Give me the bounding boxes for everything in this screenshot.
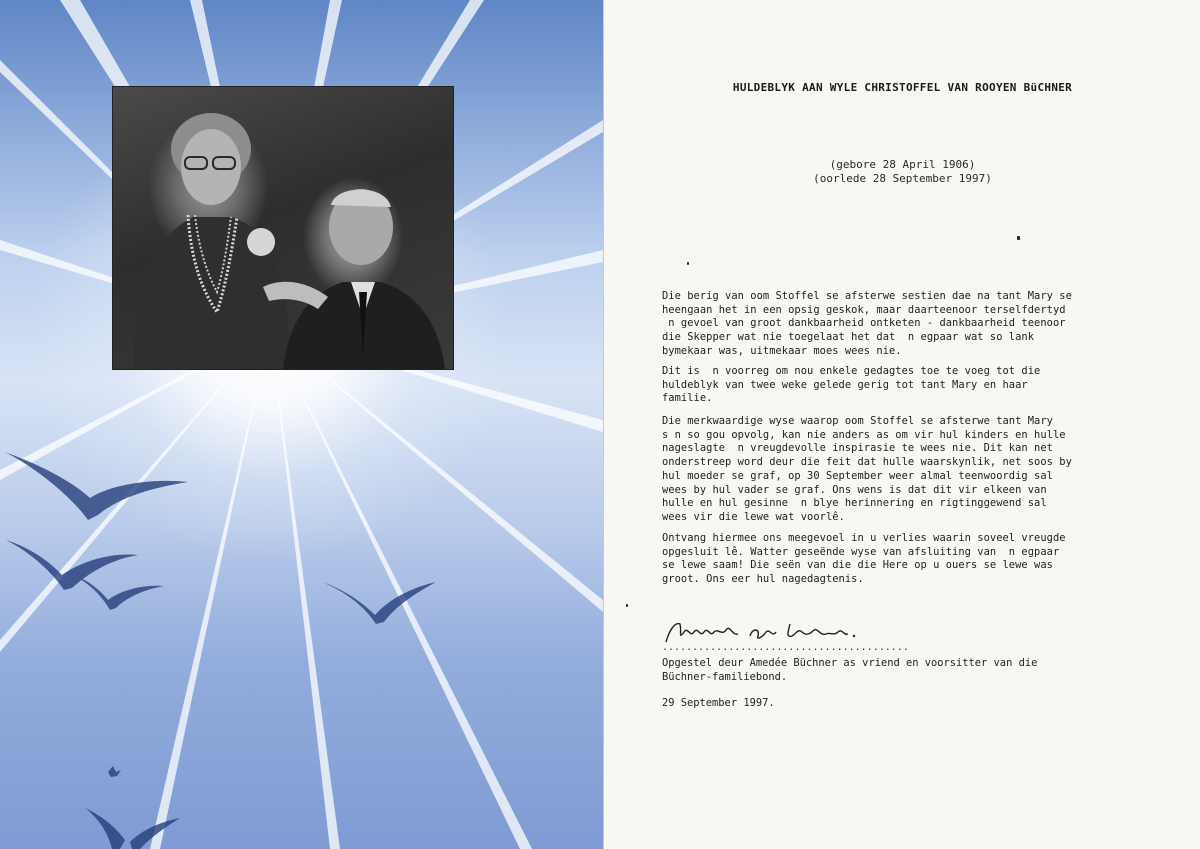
signature-line: ......................................... (662, 642, 909, 653)
couple-photo-image (113, 87, 453, 369)
birth-date: (gebore 28 April 1906) (829, 158, 976, 171)
death-date: (oorlede 28 September 1997) (813, 172, 992, 185)
seagull-4 (322, 582, 436, 624)
paragraph-4: Ontvang hiermee ons meegevoel in u verlies waarin soveel vreugde opgesluit lê. Watter geseënde wyse van afsluiting van n egpaar se lewe saam! Die seën van die die Here op u ouers se lewe was groot. Ons eer hul nagedagtenis. (662, 532, 1066, 586)
ink-speck (1017, 236, 1020, 240)
seagull-3 (72, 574, 164, 610)
life-dates (604, 158, 1200, 186)
seagull-6 (108, 766, 121, 777)
tribute-letter (603, 0, 1200, 849)
paragraph-1: Die berig van oom Stoffel se afsterwe sestien dae na tant Mary se heengaan het in een opsig geskok, maar daarteenoor terselfdertyd n gevoel van groot dankbaarheid ontketen - dankbaarheid teenoor die Skepper wat nie toegelaat het dat n egpaar wat so lank bymekaar was, uitmekaar moes wees nie. (662, 290, 1072, 357)
letter-date: 29 September 1997. (662, 697, 775, 709)
paragraph-3: Die merkwaardige wyse waarop oom Stoffel se afsterwe tant Mary s n so gou opvolg, kan nie anders as om vir hul kinders en hulle nageslagte n vreugdevolle inspirasie te wees nie. Dit kan net onderstreep word deur die feit dat hulle waarskynlik, net soos by hul moeder se graf, op 30 September weer almal teenwoordig sal wees by hul vader se graf. Ons wens is dat dit vir elkeen van hulle en hul gesinne n blye herinnering en rigtinggewend sal wees vir die lewe wat voorlê. (662, 415, 1072, 523)
paragraph-2: Dit is n voorreg om nou enkele gedagtes toe te voeg tot die huldeblyk van twee weke gelede gerig tot tant Mary en haar familie. (662, 365, 1041, 405)
ink-speck (626, 604, 628, 607)
author-note: Opgestel deur Amedée Büchner as vriend en voorsitter van die Büchner-familiebond. (662, 657, 1038, 683)
couple-photo (112, 86, 454, 370)
ink-speck (687, 262, 689, 265)
letter-title: HULDEBLYK AAN WYLE CHRISTOFFEL VAN ROOYEN BüCHNER (732, 81, 1073, 94)
seagull-1 (5, 452, 188, 520)
